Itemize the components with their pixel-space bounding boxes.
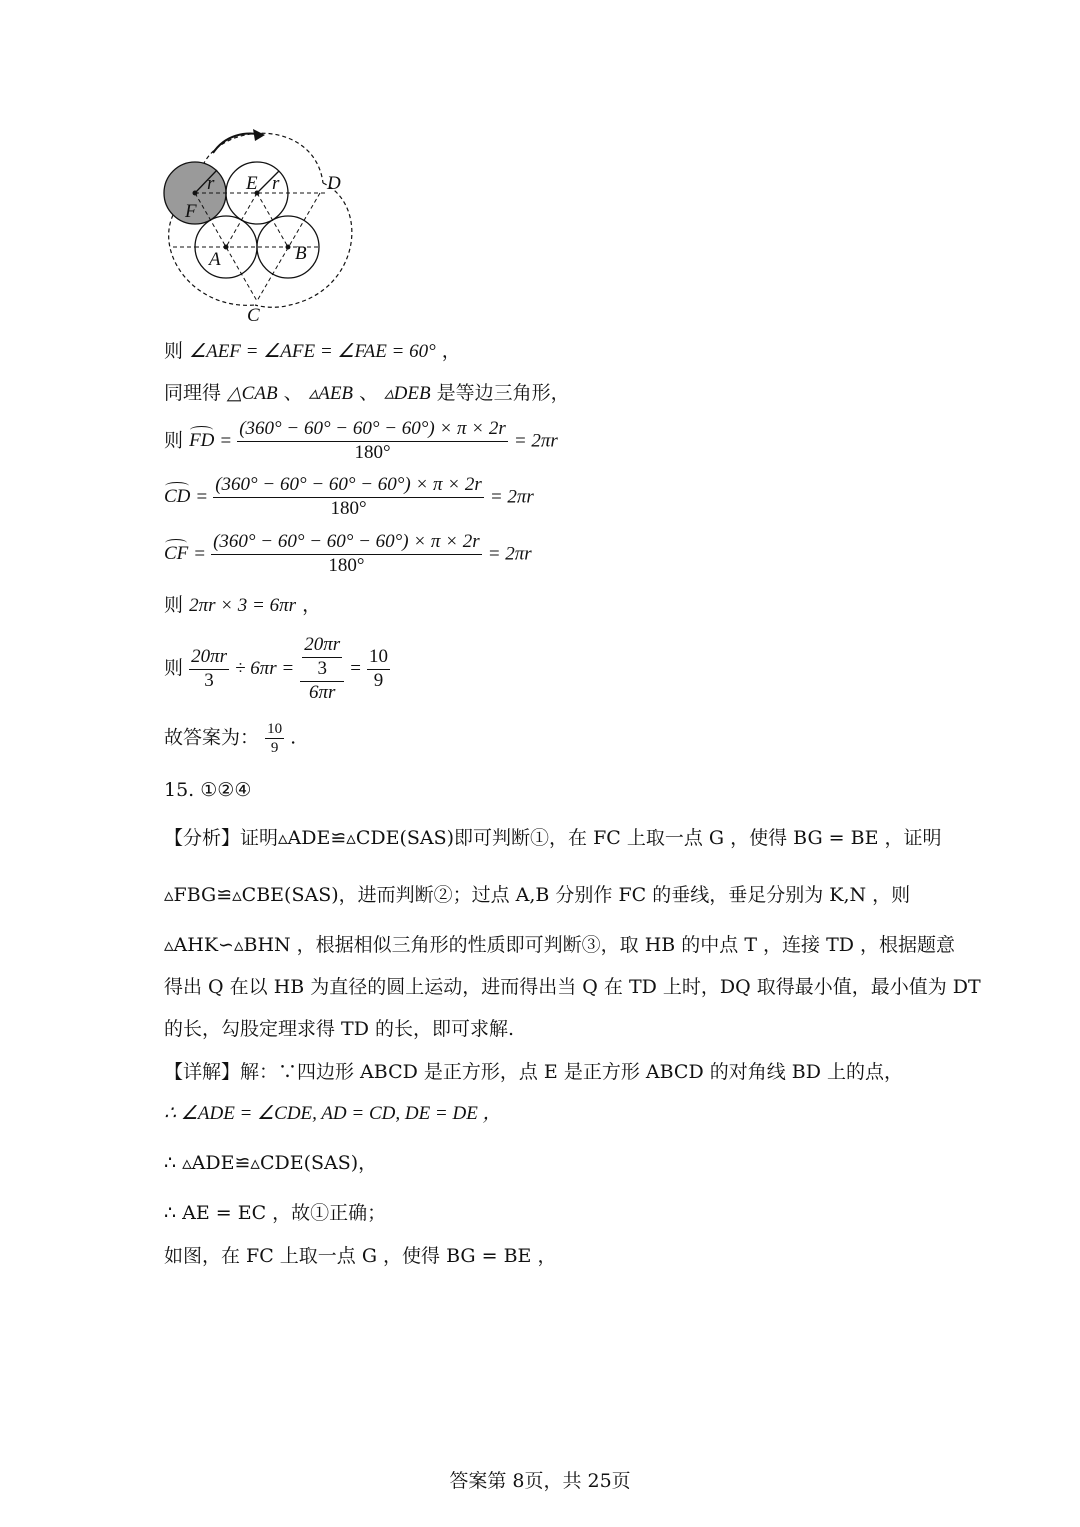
label-r1: r [207,173,215,194]
solution-line-5 [164,1245,556,1268]
line-arc-cd [164,474,534,521]
compound-denominator: 6πr [309,681,336,703]
equals-sign: = [220,430,232,452]
label-c: C [247,305,260,325]
line-equilateral [164,382,570,406]
fraction-denominator: 180° [354,441,391,463]
analysis-text: 的长，勾股定理求得 TD 的长，即可求解. [164,1018,515,1040]
line-total-length [164,594,321,618]
equals-sign: = [194,543,206,565]
fraction-numerator: (360° − 60° − 60° − 60°) × π × 2r [211,531,482,555]
fraction-denominator: 180° [330,497,367,519]
analysis-text: 得出 Q 在以 HB 为直径的圆上运动，进而得出当 Q 在 TD 上时，DQ 取得最小值，最小值为 DT [164,976,981,998]
text-suffix: 是等边三角形， [436,382,570,404]
text-prefix: 则 [164,594,184,616]
fraction-denominator: 9 [270,740,279,756]
text-prefix: 同理得 [164,382,222,404]
analysis-text: ▵AHK∽▵BHN ，根据相似三角形的性质即可判断③，取 HB 的中点 T ，连接 TD ，根据题意 [164,934,956,956]
text-prefix: 则 [164,429,184,452]
solution-line-1 [164,1061,903,1084]
fraction [211,531,482,578]
inner-numerator: 20πr [302,634,342,658]
math-expr: 2πr × 3 = 6πr [189,595,297,616]
analysis-line-1 [164,827,942,850]
rotation-arrowhead [253,129,265,141]
text-suffix: ， [302,594,322,616]
dot-f [193,191,198,196]
line-arc-fd [164,418,558,465]
text-prefix: 则 [164,657,184,680]
answer-fraction [265,720,284,757]
fraction-numerator: 10 [367,646,390,670]
question-15-answer [164,779,251,802]
solution-text: 【详解】解：∵四边形 ABCD 是正方形，点 E 是正方形 ABCD 的对角线 BD 上的点， [164,1061,903,1083]
geometry-figure [155,125,375,325]
compound-fraction [300,634,344,704]
separator: 、 [359,382,379,404]
line-ratio [164,634,390,704]
analysis-text: ▵FBG≌▵CBE(SAS)，进而判断②；过点 A,B 分别作 FC 的垂线，垂足分别为 K,N ，则 [164,884,911,906]
line-arc-cf [164,531,532,578]
analysis-line-4 [164,976,981,999]
fraction-denominator: 180° [328,554,365,576]
label-d: D [327,173,341,194]
line-answer [164,720,296,757]
fraction [213,474,484,521]
fraction-numerator: (360° − 60° − 60° − 60°) × π × 2r [237,418,508,442]
result: = 2πr [489,486,534,508]
text-suffix: . [290,726,297,749]
label-f: F [185,201,197,222]
label-b: B [295,243,307,264]
solution-text: ∴ ▵ADE≌▵CDE(SAS)， [164,1152,378,1174]
fraction-20pir-over-3 [189,646,229,693]
solution-line-2 [164,1102,502,1126]
triangle-aeb: ▵AEB [308,383,354,404]
fraction-numerator: 10 [267,721,283,737]
text-prefix: 则 [164,340,184,362]
solution-text: ∴ AE = EC ，故①正确； [164,1202,387,1224]
label-e: E [246,173,258,194]
solution-line-3 [164,1152,377,1175]
fraction-denominator: 9 [373,669,384,691]
division-expr: ÷ 6πr = [235,658,295,680]
label-r2: r [272,173,280,194]
math-expr: ∠AEF = ∠AFE = ∠FAE = 60° [189,341,436,362]
fraction-10-over-9 [367,646,390,693]
arc-fd: FD [189,430,215,452]
dashed-line-e-b [257,193,288,247]
triangle-deb: ▵DEB [384,383,431,404]
fraction [237,418,508,465]
arc-cd: CD [164,486,191,508]
text-prefix: 故答案为： [164,726,260,749]
dot-b [286,245,291,250]
analysis-line-2 [164,884,910,907]
arc-cf: CF [164,543,189,565]
result: = 2πr [513,430,558,452]
analysis-line-3 [164,934,955,957]
dashed-line-e-a [226,193,257,247]
solution-line-4 [164,1202,386,1225]
question-number-answer: 15. ①②④ [164,779,252,801]
triangle-cab: △CAB [227,383,278,404]
inner-fraction [302,634,342,681]
text-suffix: ， [441,340,461,362]
fraction-numerator: (360° − 60° − 60° − 60°) × π × 2r [213,474,484,498]
equals-sign: = [350,658,361,680]
fraction-denominator: 3 [204,669,214,691]
separator: 、 [283,382,303,404]
label-a: A [209,249,221,270]
analysis-line-5 [164,1018,514,1041]
inner-denominator: 3 [317,657,327,679]
page-footer: 答案第 8页，共 25页 [449,1470,631,1492]
compound-numerator [300,634,344,682]
dot-a [224,245,229,250]
analysis-text: 【分析】证明▵ADE≌▵CDE(SAS)即可判断①，在 FC 上取一点 G ，使得 BG = BE ，证明 [164,827,942,849]
solution-text: 如图，在 FC 上取一点 G ，使得 BG = BE ， [164,1245,557,1267]
solution-text: ∴ ∠ADE = ∠CDE, AD = CD, DE = DE ， [164,1103,502,1124]
equals-sign: = [196,486,208,508]
result: = 2πr [487,543,532,565]
line-angles-equal [164,340,461,364]
fraction-numerator: 20πr [189,646,229,670]
